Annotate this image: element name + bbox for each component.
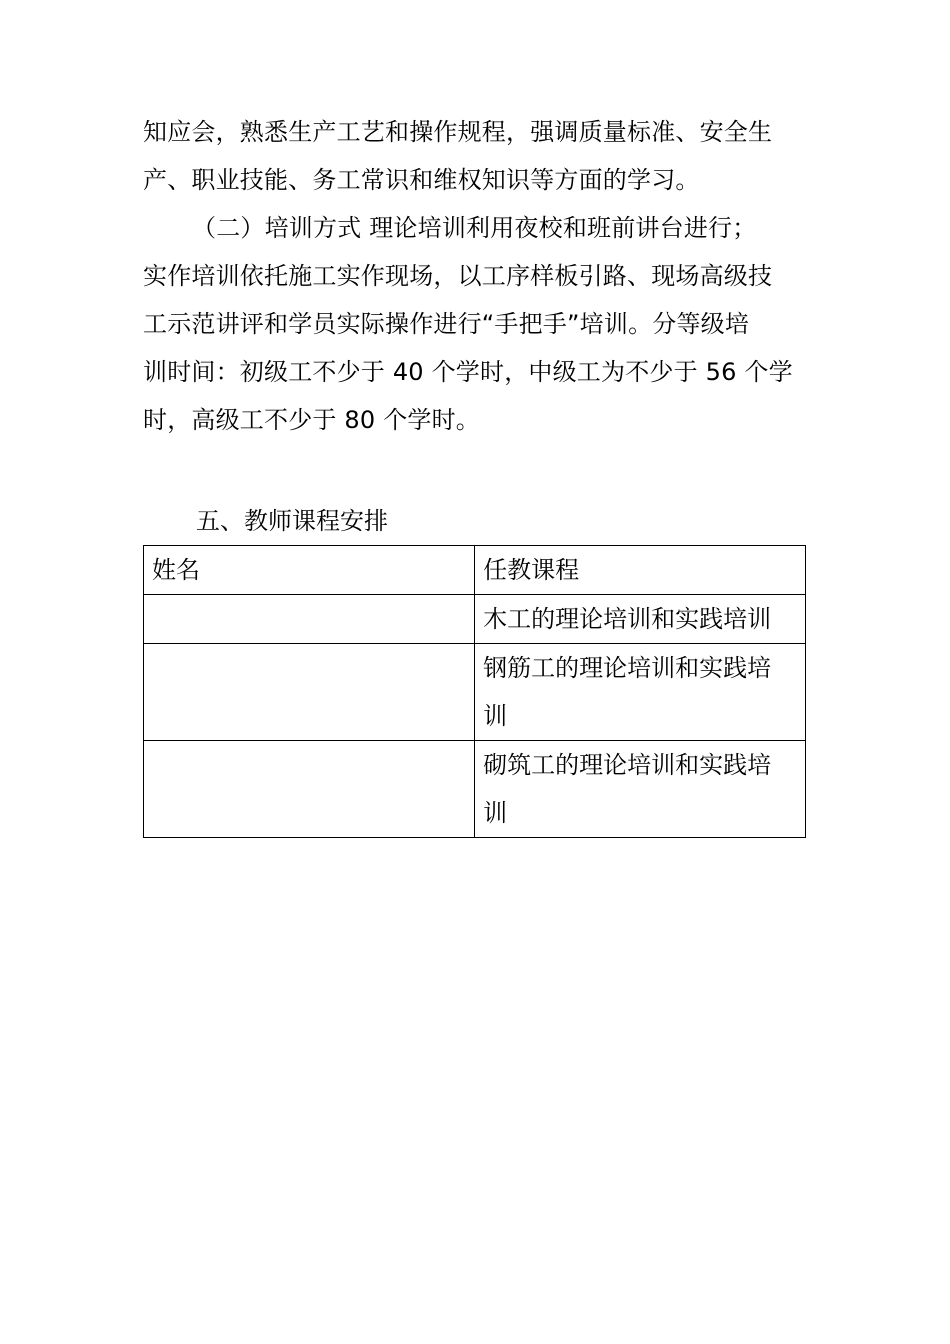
paragraph-line: 时，高级工不少于 80 个学时。 <box>143 406 480 434</box>
paragraph-line: 实作培训依托施工实作现场，以工序样板引路、现场高级技 <box>143 262 773 290</box>
course-cell: 钢筋工的理论培训和实践培 训 <box>475 644 806 741</box>
paragraph-line: 产、职业技能、务工常识和维权知识等方面的学习。 <box>143 166 700 194</box>
paragraph-line: 工示范讲评和学员实际操作进行“手把手”培训。分等级培 <box>143 310 750 338</box>
table-row <box>144 741 806 838</box>
paragraph-line: 训时间：初级工不少于 40 个学时，中级工为不少于 56 个学 <box>143 358 793 386</box>
table-row <box>144 644 806 741</box>
section-heading: 五、教师课程安排 <box>196 507 388 535</box>
paragraph-training-content <box>143 108 823 204</box>
paragraph-line: （二）培训方式 理论培训利用夜校和班前讲台进行； <box>192 214 757 242</box>
table-header-row <box>144 546 806 595</box>
header-cell-course: 任教课程 <box>475 546 806 595</box>
name-cell <box>144 741 475 838</box>
name-cell <box>144 595 475 644</box>
course-cell: 木工的理论培训和实践培训 <box>475 595 806 644</box>
teacher-schedule-table <box>143 545 806 838</box>
paragraph-line: 知应会，熟悉生产工艺和操作规程，强调质量标准、安全生 <box>143 118 773 146</box>
table-row <box>144 595 806 644</box>
paragraph-training-method <box>143 204 823 444</box>
course-cell: 砌筑工的理论培训和实践培 训 <box>475 741 806 838</box>
header-cell-name: 姓名 <box>144 546 475 595</box>
name-cell <box>144 644 475 741</box>
